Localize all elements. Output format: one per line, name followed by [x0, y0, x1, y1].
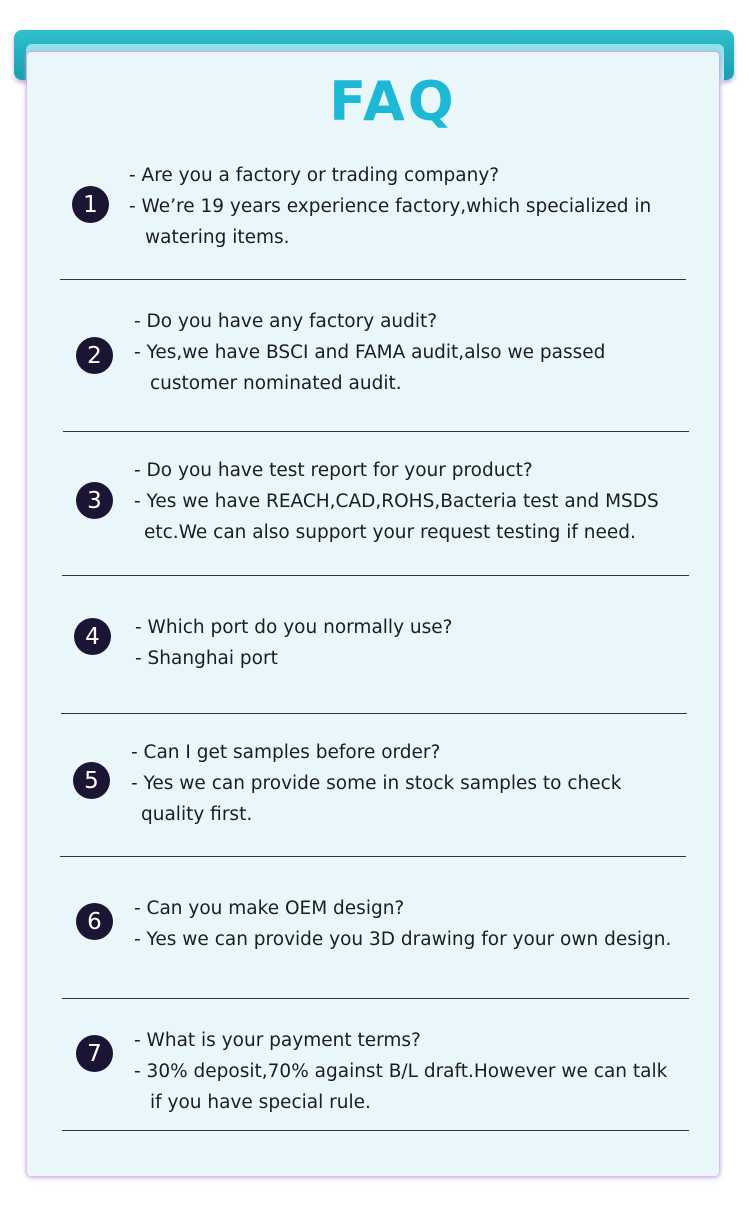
answer-line: - Yes we can provide some in stock samples to check	[131, 773, 622, 794]
answer-line: - Yes we have REACH,CAD,ROHS,Bacteria test and MSDS	[134, 491, 659, 512]
faq-question: - Are you a factory or trading company?	[129, 165, 500, 186]
faq-question: - Do you have test report for your product?	[134, 460, 533, 481]
number-badge: 3	[76, 482, 113, 519]
divider	[62, 1130, 689, 1131]
answer-line: quality first.	[141, 804, 253, 825]
answer-line: - Yes we can provide you 3D drawing for your own design.	[134, 929, 672, 950]
page-title: FAQ	[329, 70, 457, 133]
answer-line: - Yes,we have BSCI and FAMA audit,also we passed	[134, 342, 606, 363]
faq-answer	[134, 337, 605, 399]
number-badge: 4	[74, 618, 111, 655]
faq-answer	[129, 191, 651, 253]
number-badge: 2	[76, 337, 113, 374]
divider	[62, 998, 689, 999]
faq-answer	[131, 768, 622, 830]
answer-line: - 30% deposit,70% against B/L draft.However we can talk	[134, 1061, 668, 1082]
divider	[61, 713, 687, 714]
faq-answer	[134, 486, 659, 548]
faq-question: - Can you make OEM design?	[134, 898, 405, 919]
answer-line: if you have special rule.	[150, 1092, 371, 1113]
faq-answer	[134, 924, 671, 955]
number-badge: 5	[73, 762, 110, 799]
divider	[62, 575, 689, 576]
faq-question: - Can I get samples before order?	[131, 742, 441, 763]
answer-line: - We’re 19 years experience factory,which specialized in	[129, 196, 652, 217]
divider	[60, 856, 686, 857]
faq-answer	[134, 1056, 667, 1118]
number-badge: 6	[76, 903, 113, 940]
faq-question: - Which port do you normally use?	[135, 617, 453, 638]
divider	[60, 279, 686, 280]
faq-answer	[135, 643, 278, 674]
divider	[63, 431, 689, 432]
number-badge: 1	[72, 186, 109, 223]
answer-line: customer nominated audit.	[150, 373, 402, 394]
answer-line: - Shanghai port	[135, 648, 278, 669]
answer-line: watering items.	[145, 227, 290, 248]
faq-question: - What is your payment terms?	[134, 1030, 421, 1051]
faq-question: - Do you have any factory audit?	[134, 311, 438, 332]
answer-line: etc.We can also support your request testing if need.	[144, 522, 636, 543]
number-badge: 7	[76, 1035, 113, 1072]
